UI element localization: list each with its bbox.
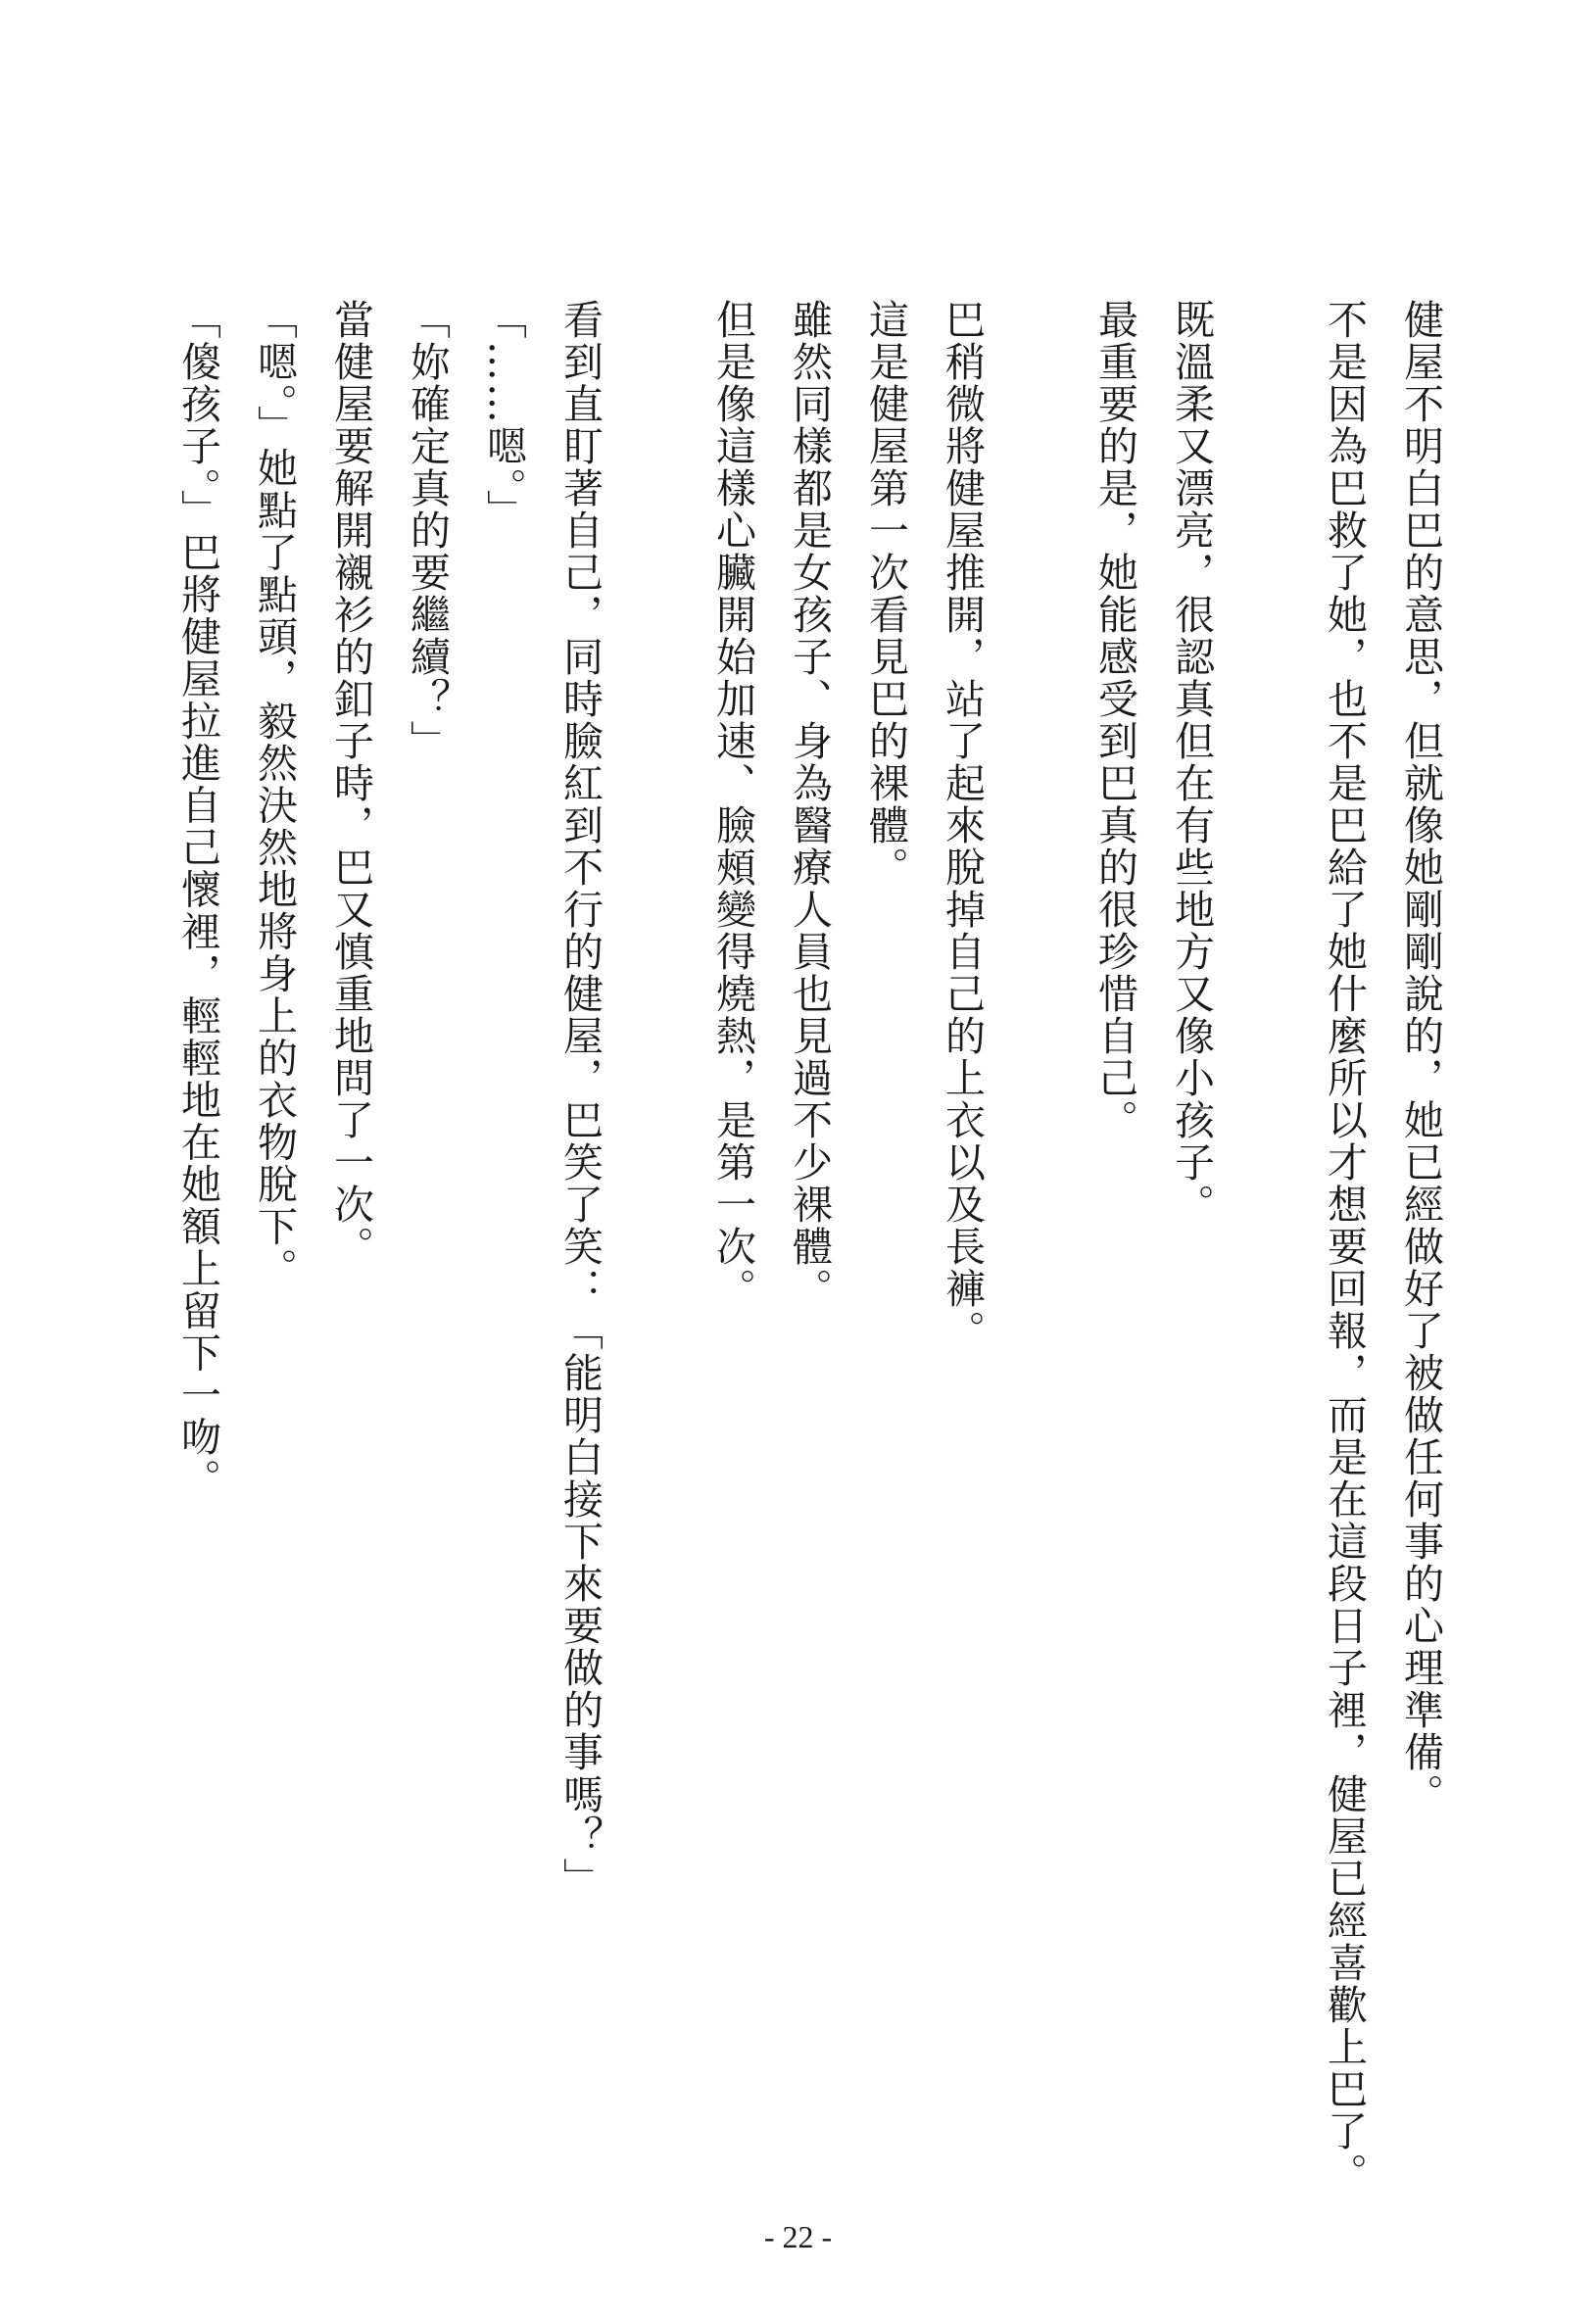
page-number: - 22 - [763, 2219, 833, 2254]
text-line: 雖然同樣都是女孩子、身為醫療人員也見過不少裸體。 [786, 299, 833, 1310]
text-line: 「妳確定真的要繼續？」 [404, 299, 451, 762]
text-line: 不是因為巴救了她，也不是巴給了她什麼所以才想要回報，而是在這段日子裡，健屋已經喜歡上巴了。 [1321, 299, 1368, 2195]
text-line: 健屋不明白巴的意思，但就像她剛剛說的，她已經做好了被做任何事的心理準備。 [1397, 299, 1444, 1815]
text-line: 「嗯。」她點了點頭，毅然決然地將身上的衣物脫下。 [251, 299, 298, 1290]
text-line: 這是健屋第一次看見巴的裸體。 [862, 299, 909, 889]
paragraph-spacer [618, 299, 695, 2180]
text-line: 看到直盯著自己，同時臉紅到不行的健屋，巴笑了笑：「能明白接下來要做的事嗎？」 [556, 299, 604, 1900]
vertical-text-body [160, 299, 1459, 2195]
text-line: 但是像這樣心臟開始加速、臉頰變得燒熱，是第一次。 [709, 299, 756, 1310]
text-line: 巴稍微將健屋推開，站了起來脫掉自己的上衣以及長褲。 [939, 299, 986, 1352]
paragraph-spacer [1000, 299, 1077, 2180]
paragraph-spacer [1230, 299, 1306, 2180]
text-line: 當健屋要解開襯衫的釦子時，巴又慎重地問了一次。 [327, 299, 374, 1268]
text-line: 既溫柔又漂亮，很認真但在有些地方又像小孩子。 [1168, 299, 1215, 1226]
text-line: 「……嗯。」 [480, 299, 527, 532]
text-line: 最重要的是，她能感受到巴真的很珍惜自己。 [1091, 299, 1138, 1141]
text-line: 「傻孩子。」巴將健屋拉進自己懷裡，輕輕地在她額上留下一吻。 [174, 299, 221, 1501]
